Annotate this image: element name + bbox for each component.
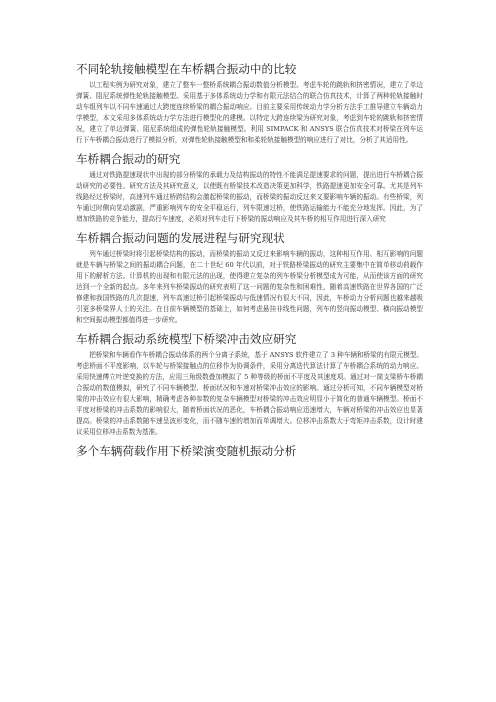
section-heading: 车桥耦合振动的研究 <box>76 152 181 166</box>
document-title: 不同轮轨接触模型在车桥耦合振动中的比较 <box>76 62 297 76</box>
section-paragraph: 把桥梁和车辆看作车桥耦合振动体系的两个分离子系统，基于 ANSYS 软件建立了 3 种车辆和桥梁的有限元模型。考虑桥面不平度影响，以车轮与桥梁接触点的位移作为协调条件，采用分离迭代算法计算了车桥耦合系统的动力响应。采用快速傅立叶逆变换的方法，应用三角级数叠加模拟了 5 种等级的桥面不平度及其速度项。通过对一简支梁桥车桥耦合振动的数值模拟，研究了不同车辆模型、桥面状况和车速对桥梁冲击效应的影响。通过分析可知，不同车辆模型对桥梁的冲击效应有很大影响，精确考虑各种参数的复杂车辆模型对桥梁的冲击效应明显小于简化的普通车辆模型。桥面不平度对桥梁的冲击系数的影响很大，随着桥面状况的恶化，车桥耦合振动响应迅速增大，车辆对桥梁的冲击效应也显著提高。桥梁的冲击系数随车速呈波形变化，而不随车速的增加而单调增大。位移冲击系数大于弯矩冲击系数，设计时建议采用位移冲击系数为基准。 <box>76 351 423 436</box>
section-heading: 车桥耦合振动问题的发展进程与研究现状 <box>76 231 285 245</box>
section-heading: 车桥耦合振动系统模型下桥梁冲击效应研究 <box>76 332 297 346</box>
section-paragraph: 列车通过桥梁时将引起桥梁结构的振动，而桥梁的振动又反过来影响车辆的振动，这种相互作用、相互影响的问题就是车辆与桥梁之间的振动耦合问题，在二十世纪 60 年代以前，对于铁路桥梁振动的研究主要集中在简单移动荷载作用下的解析方法。计算机的出现和有限元法的出现，使得建立复杂的列车桥梁分析模型成为可能，从而使该方面的研究达到一个全新的起点。多年来列车桥梁振动的研究表明了这一问题的复杂性和困难性，随着高速铁路在世界各国的广泛修建和我国铁路的几次提速，列车高速过桥引起桥梁振动与低速情况有很大不同，因此，车桥动力分析问题也越来越吸引更多桥梁界人士的关注。在目前车辆模型的基础上，如何考虑悬挂非线性问题，列车的竖向振动模型、横向振动模型和空间振动模型都值得进一步研究。 <box>76 250 423 324</box>
section-heading: 多个车辆荷载作用下桥梁演变随机振动分析 <box>76 444 297 458</box>
section-paragraph: 通过对铁路提速现状中出现的部分桥梁的承载力及结构振动的特性不能满足提速要求的问题，提出进行车桥耦合振动研究的必要性、研究方法及其研究意义，以使既有桥梁技术改造决策更加科学，铁路提速更加安全可靠。尤其是列车线路经过桥梁时，高速列车通过桥跨结构会激起桥梁的振动，而桥梁的振动反过来又要影响车辆的振动。有些桥梁，列车通过时侧向晃动激剧，严重影响列车的安全平稳运行，列车限速过桥，使铁路运输能力不能充分地发挥。因此，为了增加铁路的竞争能力，提高行车速度，必须对列车走行下桥梁的振动响应及其车桥的相互作用进行深入研究 <box>76 171 423 223</box>
document-body <box>76 62 423 462</box>
intro-paragraph: 以工程实例为研究对象，建立了整车一整桥系统耦合振动数值分析模型。考虑车轮的跳轨和挤密情况，建立了单边弹簧、阻尼系统弹性轮轨接触模型。采用基于多体系统动力学和有限元法结合的联合仿真技术，计算了两种轮轨接触时动车组列车以不同车速通过大跨度连续桥梁的耦合振动响应。目前主要采用传统动力学分析方法手工推导建立车辆动力学模型，本文采用多体系统动力学方法进行模型化的建模。以特定大跨连续梁为研究对象，考虑到车轮的跳轨和挤密情况，建立了单边弹簧、阻尼系统组成的弹性轮轨接触模型。利用 SIMPACK 和 ANSYS 联合仿真技术对桥梁在列车运行下车桥耦合振动进行了模拟分析，对弹性轮轨接触模型和和柔轮轨接触模型的响应进行了对比，分析了其适用性。 <box>76 81 423 144</box>
